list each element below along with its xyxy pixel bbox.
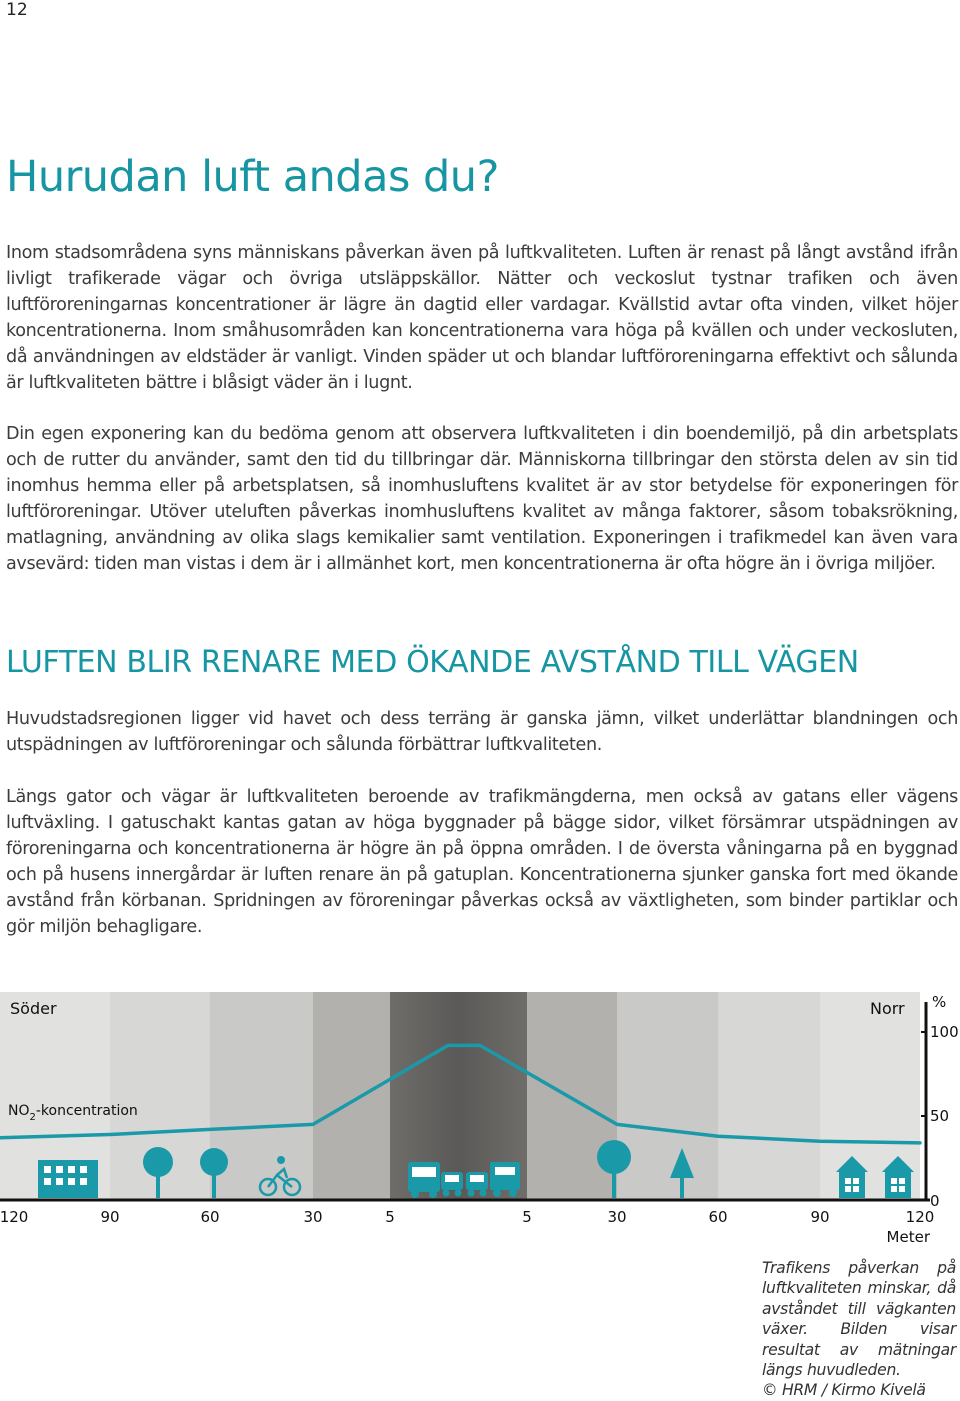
x-tick-label: 60 bbox=[200, 1208, 220, 1226]
x-tick-label: 120 bbox=[0, 1208, 29, 1226]
section-heading: LUFTEN BLIR RENARE MED ÖKANDE AVSTÅND TILL VÄGEN bbox=[6, 645, 859, 680]
label-south: Söder bbox=[10, 999, 57, 1018]
office-building-icon bbox=[38, 1160, 98, 1198]
series-label-rest: -koncentration bbox=[35, 1103, 138, 1119]
x-tick-label: 5 bbox=[385, 1208, 395, 1226]
y-tick-label: 0 bbox=[930, 1192, 940, 1210]
series-label-main: NO bbox=[8, 1103, 30, 1119]
region-paragraph: Huvudstadsregionen ligger vid havet och dess terräng är ganska jämn, vilket underlättar blandningen och utspädningen av luftföroreningar och sålunda förbättrar luftkvaliteten. bbox=[6, 709, 958, 755]
x-tick-label: 30 bbox=[303, 1208, 323, 1226]
intro-paragraph: Inom stadsområdena syns människans påverkan även på luftkvaliteten. Luften är renast på långt avstånd ifrån livligt trafikerade vägar och övriga utsläppskällor. Nätter och veckoslut tystnar trafiken och även luftföroreningarnas koncentrationer är lägre än dagtid eller vardagar. Kvällstid avtar ofta vinden, vilket höjer koncentrationerna. Inom småhusområden kan koncentrationerna vara höga på kvällen och under veckosluten, då användningen av eldstäder är vanligt. Vinden späder ut och blandar luftföroreningarna effektivt och sålunda är luftkvaliteten bättre i blåsigt väder än i lugnt. bbox=[6, 243, 958, 393]
caption-credit: © HRM / Kirmo Kivelä bbox=[762, 1381, 926, 1400]
figure-caption bbox=[762, 1258, 956, 1401]
x-axis bbox=[0, 1208, 934, 1246]
x-tick-label: 90 bbox=[810, 1208, 830, 1226]
x-tick-label: 60 bbox=[708, 1208, 728, 1226]
series-label-sub: 2 bbox=[29, 1112, 36, 1123]
x-tick-label: 30 bbox=[607, 1208, 627, 1226]
zone-right-2 bbox=[617, 992, 718, 1200]
no2-distance-chart bbox=[0, 990, 960, 1250]
y-axis-unit: % bbox=[932, 993, 947, 1011]
exposure-paragraph: Din egen exponering kan du bedöma genom att observera luftkvaliteten i din boendemiljö, på din arbetsplats och de rutter du använder, samt den tid du tillbringar där. Människorna tillbringar den största delen av sin tid inomhus hemma eller på arbetsplatsen, så inomhusluftens kvalitet är av stor betydelse för exponeringen för luftföroreningar. Utöver uteluften påverkas inomhusluftens kvalitet av många faktorer, såsom tobaksrökning, matlagning, användning av olika slags kemikalier samt ventilation. Exponeringen i trafikmedel kan även vara avsevärd: tiden man vistas i dem är i allmänhet kort, men koncentrationerna är ofta högre än i övriga miljöer. bbox=[6, 424, 958, 574]
y-tick-label: 50 bbox=[930, 1107, 950, 1125]
x-tick-label: 120 bbox=[905, 1208, 935, 1226]
zone-left-1 bbox=[313, 992, 390, 1200]
page-number: 12 bbox=[6, 0, 28, 20]
y-tick-label: 100 bbox=[930, 1023, 959, 1041]
x-axis-unit: Meter bbox=[886, 1228, 930, 1246]
x-tick-label: 90 bbox=[100, 1208, 120, 1226]
page-title: Hurudan luft andas du? bbox=[6, 152, 499, 202]
chart-background bbox=[0, 992, 920, 1200]
streets-paragraph: Längs gator och vägar är luftkvaliteten beroende av trafikmängderna, men också av gatans eller vägens luftväxling. I gatuschakt kantas gatan av höga byggnader på bägge sidor, vilket försämrar utspädningen av föroreningarna och koncentrationerna är högre än på öppna områden. I de översta våningarna på en byggnad och på husens innergårdar är luften renare än på gatuplan. Koncentrationerna sjunker ganska fort med ökande avstånd från körbanan. Spridningen av föroreningar påverkas också av växtligheten, som binder partiklar och gör miljön behagligare. bbox=[6, 787, 958, 937]
label-north: Norr bbox=[870, 999, 905, 1018]
x-tick-label: 5 bbox=[522, 1208, 532, 1226]
zone-right-3 bbox=[718, 992, 820, 1200]
caption-text: Trafikens påverkan på luftkvaliteten minskar, då avståndet till vägkanten växer. Bilden visar resultat av mätningar längs huvudleden. bbox=[762, 1259, 956, 1380]
